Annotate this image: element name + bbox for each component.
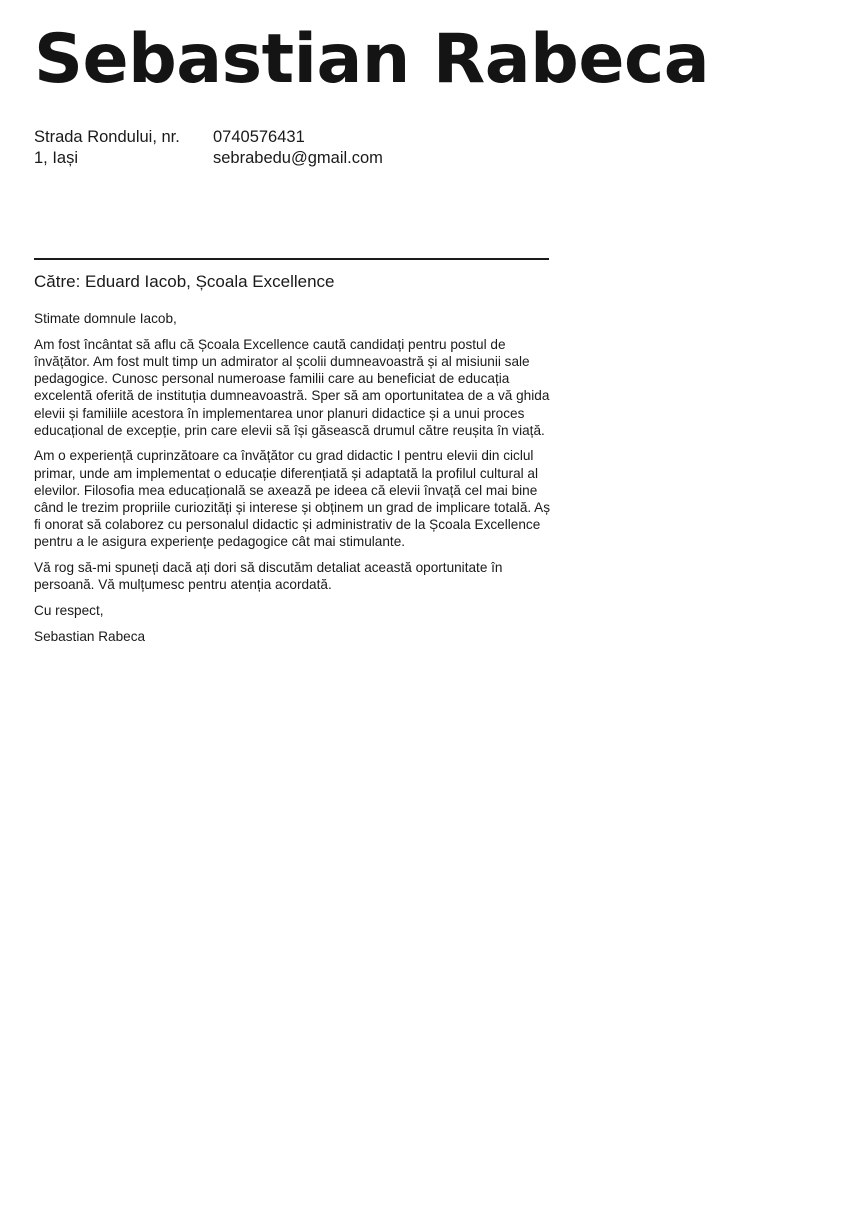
salutation: Stimate domnule Iacob, [34,311,177,326]
contact-details [213,127,383,169]
address-line-2: 1, Iași [34,149,79,167]
address-line-1: Strada Rondului, nr. [34,128,180,146]
letter-body [34,310,554,653]
applicant-name: Sebastian Rabeca [34,20,710,99]
recipient-line: Către: Eduard Iacob, Școala Excellence [34,272,335,291]
closing: Cu respect, [34,603,104,619]
paragraph-intro: Am fost încântat să aflu că Școala Excellence caută candidați pentru postul de învățător. Am fost mult timp un admirator al școlii dumneavoastră și al misiunii sale pedagogice. Cunosc personal numeroase familii care au beneficiat de educația excelentă oferită de instituția dumneavoastră. Sper să am oportunitatea de a vă ghida elevii și familiile acestora în implementarea unor planuri didactice și a unui proces educațional de excepție, prin care elevii să își găsească drumul către reușita în viață. [34,336,550,438]
email-address: sebrabedu@gmail.com [213,149,383,167]
phone-number: 0740576431 [213,128,305,146]
paragraph-experience: Am o experiență cuprinzătoare ca învățător cu grad didactic I pentru elevii din ciclul primar, unde am implementat o educație diferențiată și adaptată la profilul cultural al elevilor. Filosofia mea educațională se axează pe ideea că elevii învață cel mai bine când le trezim propriile curiozități și interese și obținem un grad de implicare totală. Aș fi onorat să colaborez cu personalul didactic și administrativ de la Școala Excellence pentru a le asigura experiențe pedagogice cât mai stimulante. [34,448,551,550]
contact-address [34,127,204,169]
paragraph-request: Vă rog să-mi spuneți dacă ați dori să discutăm detaliat această oportunitate în persoană. Vă mulțumesc pentru atenția acordată. [34,560,503,593]
signature: Sebastian Rabeca [34,628,146,644]
divider-line [34,258,549,260]
